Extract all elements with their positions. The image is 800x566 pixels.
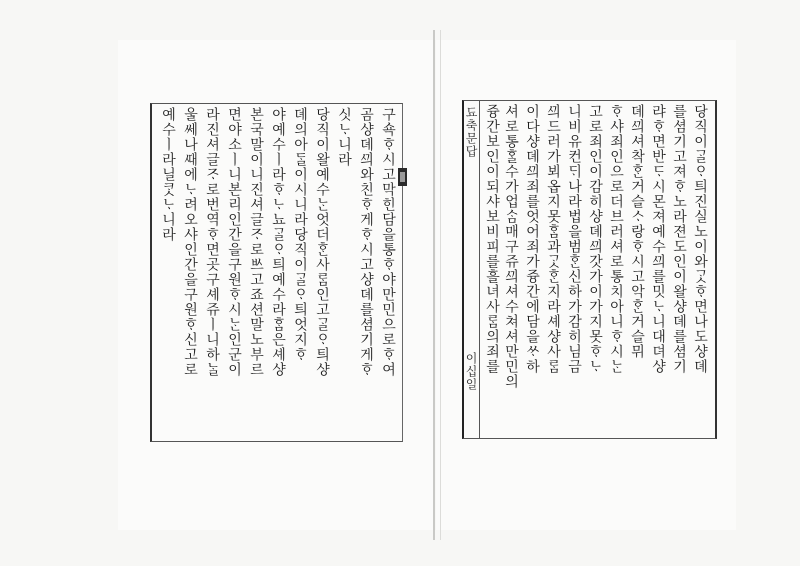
text-column: 구쇽ᄒᆞ시고막힌담을통ᄒᆞ야만민으로ᄒᆞ여 xyxy=(380,107,396,377)
text-column: 셔로통ᄒᆞᆯ수가업ᄉᆞᆷ매구쥬ᄭᅴ셔수쳐셔만민의 xyxy=(503,104,519,389)
text-column: 이다샹뎨ᄭᅴ죄를엇어죄가즁간에담을ᄊᆞ하 xyxy=(524,104,540,374)
text-column: 예수ㅣ라닐ᄏᆞᆺᄂᆞ니라 xyxy=(160,107,176,242)
text-column: 면야소ㅣ니본리인간을구원ᄒᆞ시ᄂᆞᆫ인군이 xyxy=(226,107,242,377)
text-column: 고로죄인이감히샹뎨ᄭᅴ갓가이가지못ᄒᆞᄂᆞ xyxy=(587,104,603,374)
fore-edge-tab-mark-inner xyxy=(400,172,405,182)
text-column: 당직이ᄀᆞᆯᄋᆞ틔진실노이와ᄀᆞᆺᄒᆞ면나도샹뎨 xyxy=(692,104,708,374)
running-title: 됴축문답 xyxy=(464,106,478,158)
text-column: 울쎄나ᄯᅢ에ᄂᆞ려오샤인간을구원ᄒᆞ신고로 xyxy=(182,107,198,377)
text-column: ᄭᅴ드러가뵈옵지못ᄒᆞᆷ과ᄀᆞᆺᄒᆞᆫ지라셰샹사ᄅᆞᆷ xyxy=(545,104,561,374)
book-spine-edge xyxy=(440,30,441,540)
book-spine xyxy=(433,30,435,540)
text-column: 야예수ㅣ라ᄒᆞᄂᆞ뇨ᄀᆞᆯᄋᆞ틔예수라ᄒᆞᆷ은셰샹 xyxy=(270,107,286,377)
text-column: 싯ᄂᆞ니라 xyxy=(336,107,352,167)
text-column: 라진셔글ᄌᆞ로번역ᄒᆞ면곳구셰쥬ㅣ니하ᄂᆞᆯ xyxy=(204,107,220,377)
text-column: 당직이왈예수ᄂᆞᆫ엇더ᄒᆞᆫ사ᄅᆞᆷ인고ᄀᆞᆯᄋᆞ틔샹 xyxy=(314,107,330,377)
page-number: 이십일 xyxy=(464,352,478,391)
text-column: 본국말이니진셔글ᄌᆞ로ᄡᅳ고죠션말노부르 xyxy=(248,107,264,377)
text-column: ᄒᆞ샤죄인으로더브러셔로통치아니ᄒᆞ시ᄂᆞᆫ xyxy=(608,104,624,374)
text-column: 니비유컨ᄃᆡ나라법을범ᄒᆞᆫ신하가감히님금 xyxy=(566,104,582,374)
text-column: 즁간보인이되샤보비피를흘녀사ᄅᆞᆷ의죄를 xyxy=(484,104,500,374)
text-column: 뎨ᄭᅴ셔착ᄒᆞᆫ거슬ᄉᆞ랑ᄒᆞ시고악ᄒᆞᆫ거슬뮈 xyxy=(629,104,645,359)
text-column: 뎨의아ᄃᆞᆯ이시니라당직이ᄀᆞᆯᄋᆞ틔엇지ᄒᆞ xyxy=(292,107,308,362)
text-column: 랴ᄒᆞ면반ᄃᆞ시몬져예수ᄭᅴ를밋ᄂᆞ니대뎌샹 xyxy=(650,104,666,374)
right-page-margin-rule xyxy=(479,100,480,439)
text-column: 를셤기고져ᄒᆞ노라젼도인이왈샹뎨를셤기 xyxy=(671,104,687,374)
text-column: 곰샹뎨ᄭᅴ와친ᄒᆞ게ᄒᆞ시고샹뎨를셤기게ᄒᆞ xyxy=(358,107,374,377)
